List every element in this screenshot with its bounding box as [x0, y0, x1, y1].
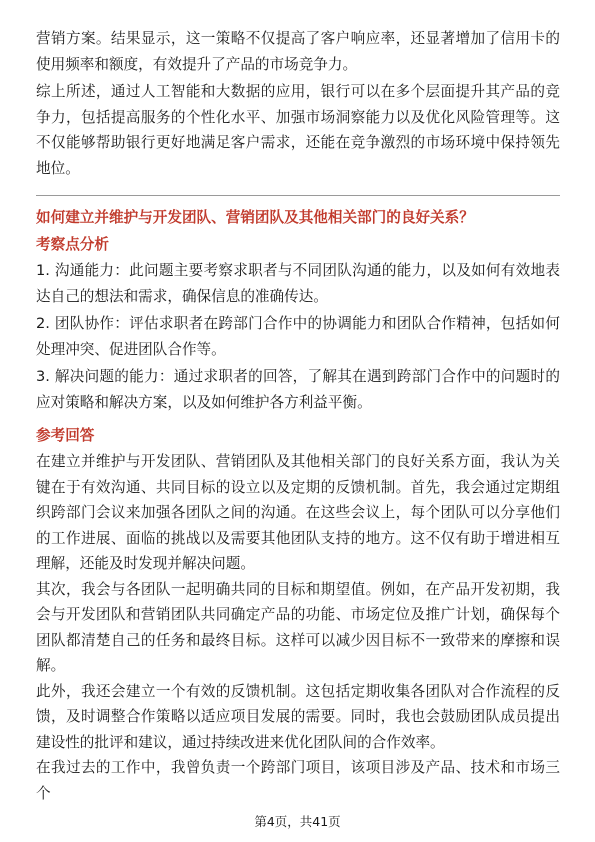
analysis-item-2: 2. 团队协作：评估求职者在跨部门合作中的协调能力和团队合作精神，包括如何处理冲突、促进团队合作等。	[36, 315, 560, 358]
answer-paragraph-4: 在我过去的工作中，我曾负责一个跨部门项目，该项目涉及产品、技术和市场三个	[36, 759, 560, 802]
question-title: 如何建立并维护与开发团队、营销团队及其他相关部门的良好关系？	[36, 209, 474, 226]
analysis-heading: 考察点分析	[36, 236, 109, 253]
section-divider	[36, 195, 560, 196]
answer-heading: 参考回答	[36, 427, 95, 444]
answer-paragraph-3: 此外，我还会建立一个有效的反馈机制。这包括定期收集各团队对合作流程的反馈，及时调整合作策略以适应项目发展的需要。同时，我也会鼓励团队成员提出建设性的批评和建议，通过持续改进来优化团队间的合作效率。	[36, 682, 560, 751]
intro-paragraph-2: 综上所述，通过人工智能和大数据的应用，银行可以在多个层面提升其产品的竞争力，包括提高服务的个性化水平、加强市场洞察能力以及优化风险管理等。这不仅能够帮助银行更好地满足客户需求，还能在竞争激烈的市场环境中保持领先地位。	[36, 83, 560, 177]
answer-paragraph-1: 在建立并维护与开发团队、营销团队及其他相关部门的良好关系方面，我认为关键在于有效沟通、共同目标的设立以及定期的反馈机制。首先，我会通过定期组织跨部门会议来加强各团队之间的沟通。在这些会议上，每个团队可以分享他们的工作进展、面临的挑战以及需要其他团队支持的地方。这不仅有助于增进相互理解，还能及时发现并解决问题。	[36, 453, 560, 572]
page-number-footer: 第4页，共41页	[254, 814, 341, 829]
document-page	[36, 26, 560, 806]
analysis-item-3: 3. 解决问题的能力：通过求职者的回答，了解其在遇到跨部门合作中的问题时的应对策略和解决方案，以及如何维护各方利益平衡。	[36, 368, 560, 411]
intro-paragraph-1: 营销方案。结果显示，这一策略不仅提高了客户响应率，还显著增加了信用卡的使用频率和额度，有效提升了产品的市场竞争力。	[36, 30, 560, 73]
answer-paragraph-2: 其次，我会与各团队一起明确共同的目标和期望值。例如，在产品开发初期，我会与开发团队和营销团队共同确定产品的功能、市场定位及推广计划，确保每个团队都清楚自己的任务和最终目标。这样可以减少因目标不一致带来的摩擦和误解。	[36, 580, 560, 674]
analysis-item-1: 1. 沟通能力：此问题主要考察求职者与不同团队沟通的能力，以及如何有效地表达自己的想法和需求，确保信息的准确传达。	[36, 262, 560, 305]
